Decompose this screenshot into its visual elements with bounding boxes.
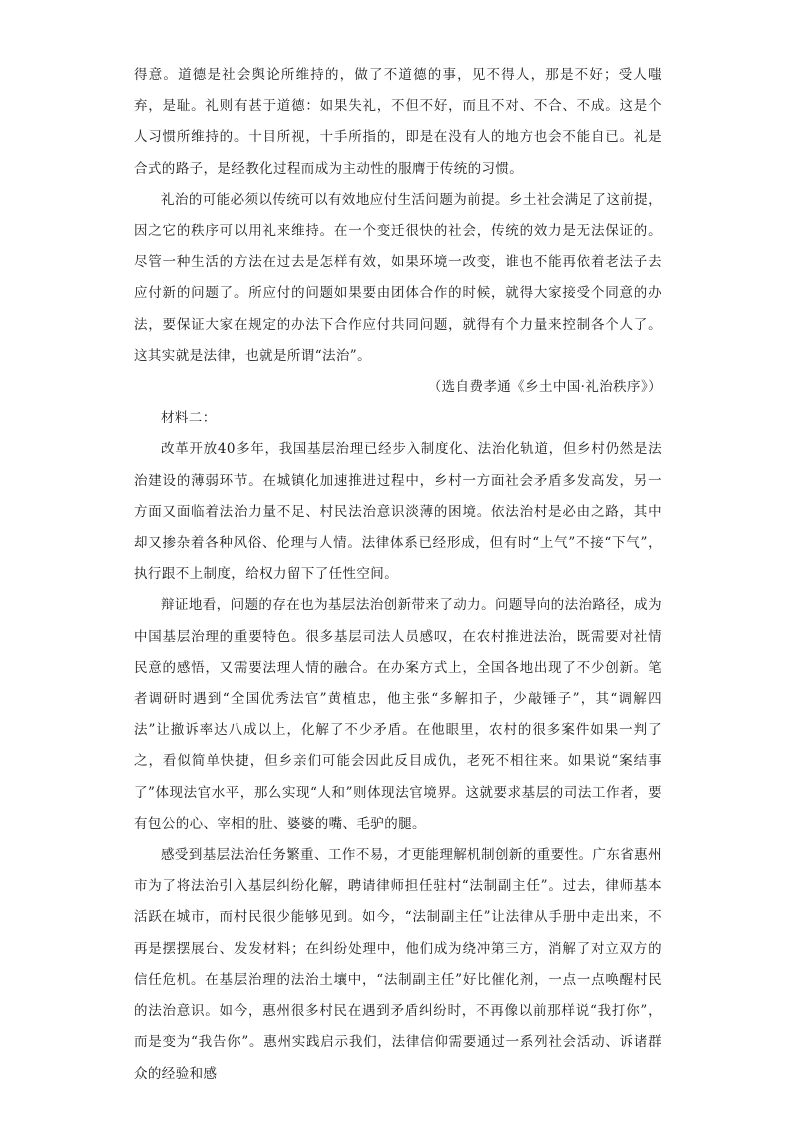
material-2-label: 材料二： [161,410,217,427]
material-2-paragraph-1: 改革开放40多年，我国基层治理已经步入制度化、法治化轨道，但乡村仍然是法治建设的薄弱环节。在城镇化加速推进过程中，乡村一方面社会矛盾多发高发，另一方面又面临着法治力量不足、村民法治意识淡薄的困境。依法治村是必由之路，其中却又掺杂着各种风俗、伦理与人情。法律体系已经形成，但有时“上气”不接“下气”，执行跟不上制度，给权力留下了任性空间。 [134,441,662,583]
material-2-paragraph-3: 感受到基层法治任务繁重、工作不易，才更能理解机制创新的重要性。广东省惠州市为了将法治引入基层纠纷化解，聘请律师担任驻村“法制副主任”。过去，律师基本活跃在城市，而村民很少能够见到。如今，“法制副主任”让法律从手册中走出来，不再是摆摆展台、发发材料；在纠纷处理中，他们成为绕冲第三方，消解了对立双方的信任危机。在基层治理的法治土壤中，“法制副主任”好比催化剂，一点一点唤醒村民的法治意识。如今，惠州很多村民在遇到矛盾纠纷时，不再像以前那样说“我打你”，而是变为“我告你”。惠州实践启示我们，法律信仰需要通过一系列社会活动、诉诸群众的经验和感 [134,847,662,1082]
material-2-paragraph-2: 辩证地看，问题的存在也为基层法治创新带来了动力。问题导向的法治路径，成为中国基层治理的重要特色。很多基层司法人员感叹，在农村推进法治，既需要对社情民意的感悟，又需要法理人情的融合。在办案方式上，全国各地出现了不少创新。笔者调研时遇到“全国优秀法官”黄植忠，他主张“多解扣子，少敲锤子”，其“调解四法”让撤诉率达八成以上，化解了不少矛盾。在他眼里，农村的很多案件如果一判了之，看似简单快捷，但乡亲们可能会因此反目成仇，老死不相往来。如果说“案结事了”体现法官水平，那么实现“人和”则体现法官境界。这就要求基层的司法工作者，要有包公的心、宰相的肚、婆婆的嘴、毛驴的腿。 [134,597,662,832]
source-citation: （选自费孝通《乡土中国·礼治秩序》） [427,379,662,396]
paragraph-2: 礼治的可能必须以传统可以有效地应付生活问题为前提。乡土社会满足了这前提，因之它的秩序可以用礼来维持。在一个变迁很快的社会，传统的效力是无法保证的。尽管一种生活的方法在过去是怎样有效，如果环境一改变，谁也不能再依着老法子去应付新的问题了。所应付的问题如果要由团体合作的时候，就得大家接受个同意的办法，要保证大家在规定的办法下合作应付共同问题，就得有个力量来控制各个人了。这其实就是法律，也就是所谓“法治”。 [134,191,662,364]
document-body [134,60,662,1090]
paragraph-1: 得意。道德是社会舆论所维持的，做了不道德的事，见不得人，那是不好；受人嗤弃，是耻。礼则有甚于道德：如果失礼，不但不好，而且不对、不合、不成。这是个人习惯所维持的。十目所视，十手所指的，即是在没有人的地方也会不能自已。礼是合式的路子，是经教化过程而成为主动性的服膺于传统的习惯。 [134,67,662,177]
